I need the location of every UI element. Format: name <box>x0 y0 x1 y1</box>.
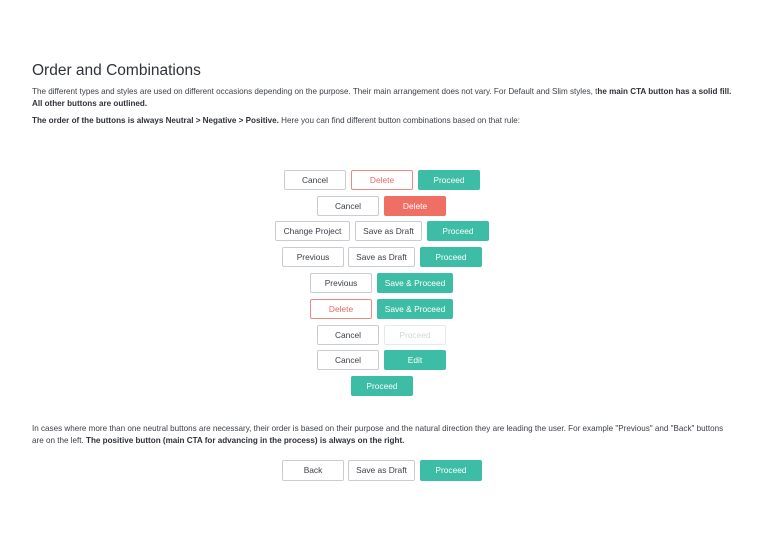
save-as-draft-button[interactable]: Save as Draft <box>348 460 415 481</box>
order-rule-bold: The order of the buttons is always Neutral > Negative > Positive. <box>32 116 279 125</box>
example-row <box>0 460 768 482</box>
cancel-button[interactable]: Cancel <box>317 196 379 216</box>
neutral-note-bold: The positive button (main CTA for advancing in the process) is always on the right. <box>86 436 405 445</box>
delete-button[interactable]: Delete <box>310 299 372 319</box>
save-and-proceed-button[interactable]: Save & Proceed <box>377 299 453 319</box>
combination-row-2 <box>0 196 768 218</box>
intro-text: The different types and styles are used on different occasions depending on the purpose. Their main arrangement does not vary. For Default and Slim styles, t <box>32 87 598 96</box>
back-button[interactable]: Back <box>282 460 344 481</box>
order-rule-text: Here you can find different button combinations based on that rule: <box>278 116 520 125</box>
combination-row-5 <box>0 273 768 295</box>
change-project-button[interactable]: Change Project <box>275 221 350 241</box>
cancel-button[interactable]: Cancel <box>317 325 379 345</box>
cancel-button[interactable]: Cancel <box>284 170 346 190</box>
proceed-button[interactable]: Proceed <box>420 460 482 481</box>
previous-button[interactable]: Previous <box>282 247 344 267</box>
proceed-button[interactable]: Proceed <box>427 221 489 241</box>
combination-row-6 <box>0 299 768 321</box>
proceed-button-disabled: Proceed <box>384 325 446 345</box>
intro-bold: he main CTA button has a solid fill. All other buttons are outlined. <box>32 87 732 108</box>
edit-button[interactable]: Edit <box>384 350 446 370</box>
previous-button[interactable]: Previous <box>310 273 372 293</box>
proceed-button[interactable]: Proceed <box>351 376 413 396</box>
combination-row-9 <box>0 376 768 398</box>
combination-row-4 <box>0 247 768 269</box>
delete-button[interactable]: Delete <box>384 196 446 216</box>
neutral-note-text: In cases where more than one neutral buttons are necessary, their order is based on their purpose and the natural direction they are leading the user. For example "Previous" and "Back" buttons are on the left. <box>32 424 724 445</box>
delete-button[interactable]: Delete <box>351 170 413 190</box>
neutral-order-paragraph <box>32 423 732 447</box>
save-and-proceed-button[interactable]: Save & Proceed <box>377 273 453 293</box>
save-as-draft-button[interactable]: Save as Draft <box>348 247 415 267</box>
combination-row-3 <box>0 221 768 243</box>
proceed-button[interactable]: Proceed <box>418 170 480 190</box>
proceed-button[interactable]: Proceed <box>420 247 482 267</box>
combination-row-1 <box>0 170 768 192</box>
order-rule-paragraph <box>32 115 732 127</box>
save-as-draft-button[interactable]: Save as Draft <box>355 221 422 241</box>
combination-row-8 <box>0 350 768 372</box>
intro-paragraph <box>32 86 732 110</box>
page-title: Order and Combinations <box>32 62 201 79</box>
combination-row-7 <box>0 325 768 347</box>
cancel-button[interactable]: Cancel <box>317 350 379 370</box>
